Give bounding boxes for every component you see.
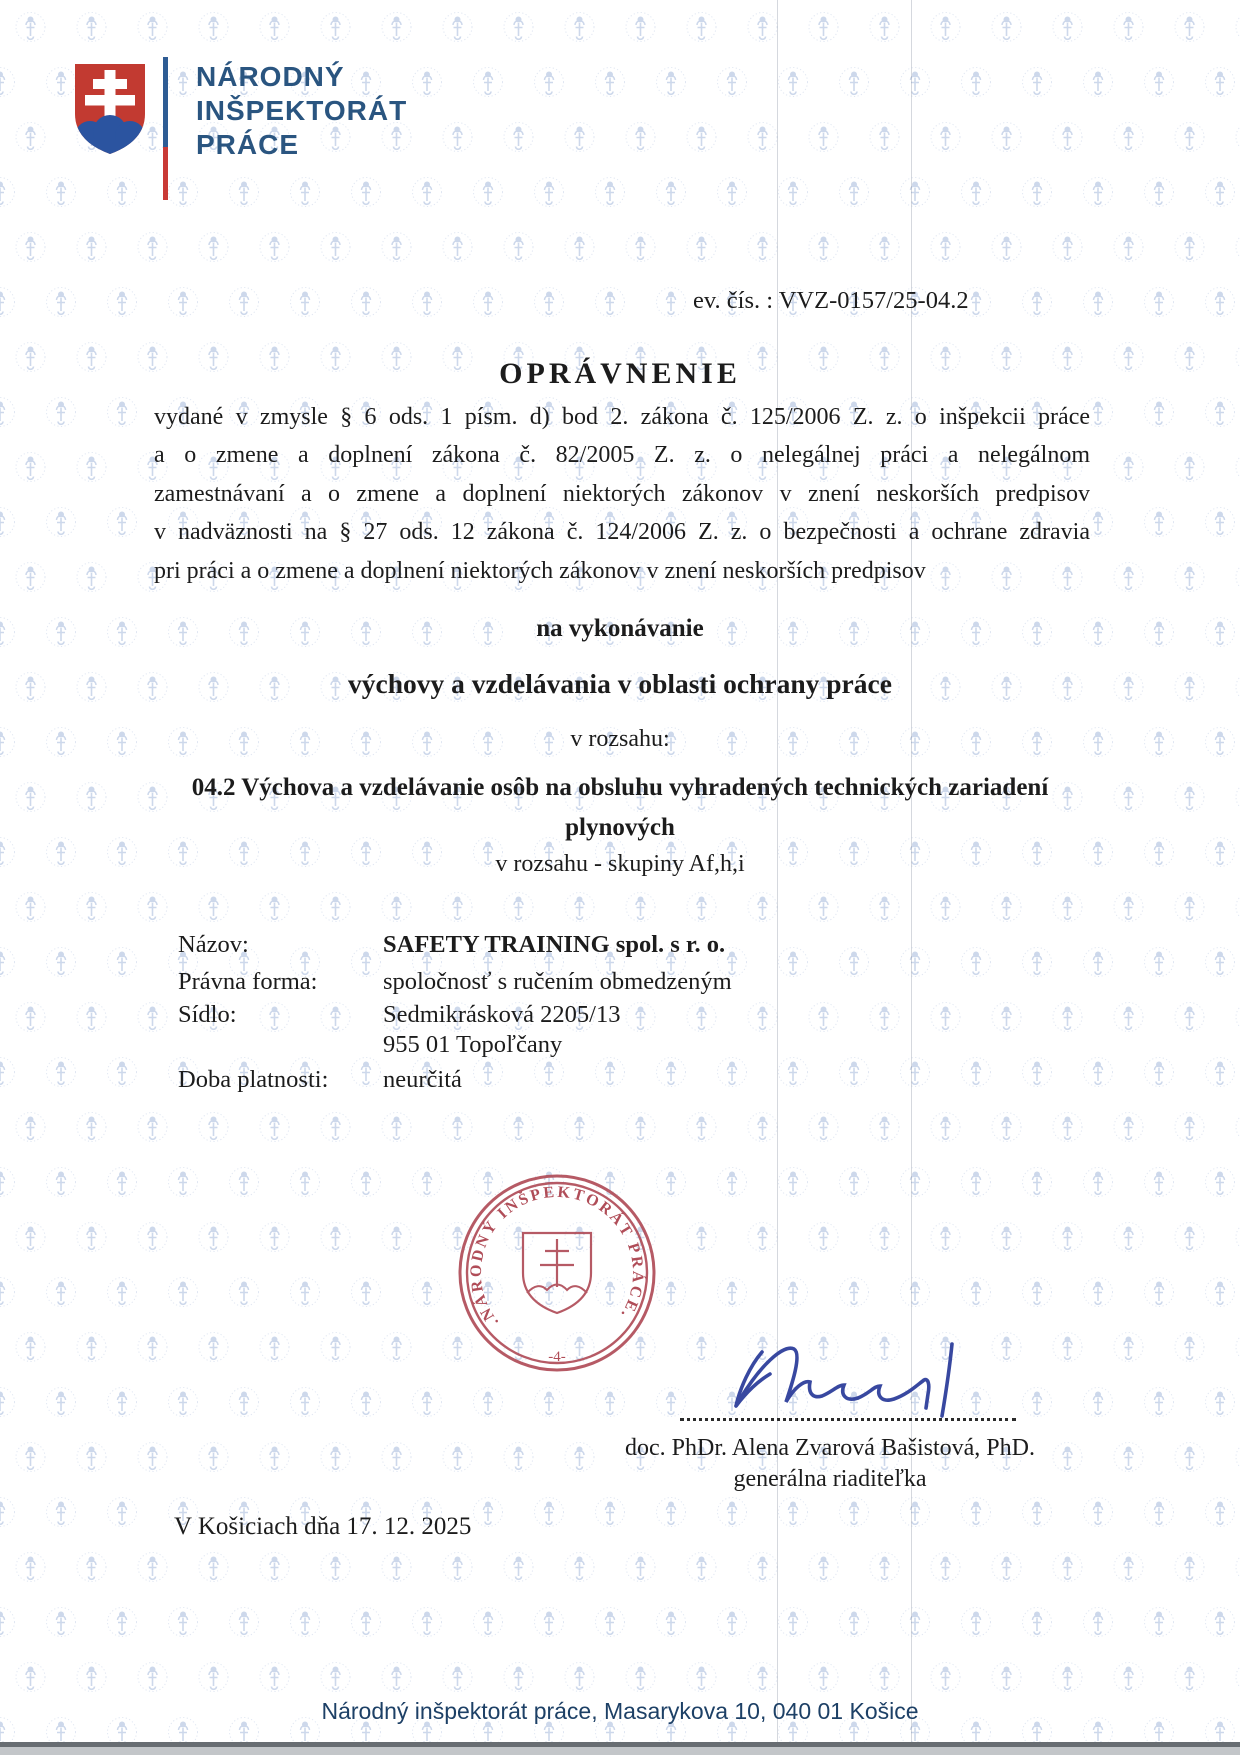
scope-item: 04.2 Výchova a vzdelávanie osôb na obsluhu vyhradených technických zariadení plynových (191, 774, 1049, 841)
detail-label-nazov: Názov: (178, 931, 249, 958)
purpose-main: výchovy a vzdelávania v oblasti ochrany práce (348, 668, 892, 699)
detail-value-doba-platnosti: neurčitá (383, 1066, 462, 1093)
paragraph-line: vydané v zmysle § 6 ods. 1 písm. d) bod 2. zákona č. 125/2006 Z. z. o inšpekcii práce (154, 404, 1090, 430)
stamp-bottom-number: -4- (548, 1349, 566, 1365)
scan-bottom-shadow (0, 1747, 1240, 1755)
footer-address: Národný inšpektorát práce, Masarykova 10, 040 01 Košice (321, 1698, 919, 1724)
paragraph-line: pri práci a o zmene a doplnení niektorých zákonov v znení neskorších predpisov (154, 557, 926, 584)
document-title: OPRÁVNENIE (499, 357, 741, 390)
evidence-number: ev. čís. : VVZ-0157/25-04.2 (693, 287, 969, 314)
signatory-name: doc. PhDr. Alena Zvarová Bašistová, PhD. (625, 1435, 1035, 1461)
detail-value-pravna-forma: spoločnosť s ručením obmedzeným (383, 968, 732, 995)
signatory-role: generálna riaditeľka (733, 1466, 927, 1492)
legal-basis-paragraph (154, 398, 1090, 590)
detail-label-pravna-forma: Právna forma: (178, 968, 318, 995)
detail-value-nazov: SAFETY TRAINING spol. s r. o. (383, 931, 726, 958)
logo-divider (163, 57, 168, 200)
scope-groups: v rozsahu - skupiny Af,h,i (495, 851, 745, 877)
handwritten-signature (716, 1336, 1006, 1436)
org-name-line: PRÁCE (196, 129, 300, 160)
detail-value-sidlo-line2: 955 01 Topoľčany (383, 1031, 563, 1058)
detail-value-sidlo-line1: Sedmikrásková 2205/13 (383, 1001, 621, 1028)
paragraph-line: a o zmene a doplnení zákona č. 82/2005 Z. z. o nelegálnej práci a nelegálnom (154, 442, 1090, 469)
scope-label: v rozsahu: (570, 726, 670, 752)
paragraph-line: v nadväznosti na § 27 ods. 12 zákona č. 124/2006 Z. z. o bezpečnosti a ochrane zdravia (154, 519, 1090, 546)
purpose-intro: na vykonávanie (536, 615, 704, 642)
slovak-coat-of-arms-icon (68, 60, 152, 158)
detail-label-doba-platnosti: Doba platnosti: (178, 1066, 329, 1093)
org-name-line: INŠPEKTORÁT (196, 95, 408, 126)
stamp-ring-text: .NÁRODNÝ INŠPEKTORÁT PRÁCE. (467, 1183, 647, 1330)
paragraph-line: zamestnávaní a o zmene a doplnení niektorých zákonov v znení neskorších predpisov (154, 480, 1090, 507)
org-name-line: NÁRODNÝ (196, 61, 345, 92)
place-and-date: V Košiciach dňa 17. 12. 2025 (174, 1513, 472, 1540)
detail-label-sidlo: Sídlo: (178, 1001, 237, 1028)
org-name (196, 60, 407, 162)
official-round-stamp (451, 1167, 663, 1379)
